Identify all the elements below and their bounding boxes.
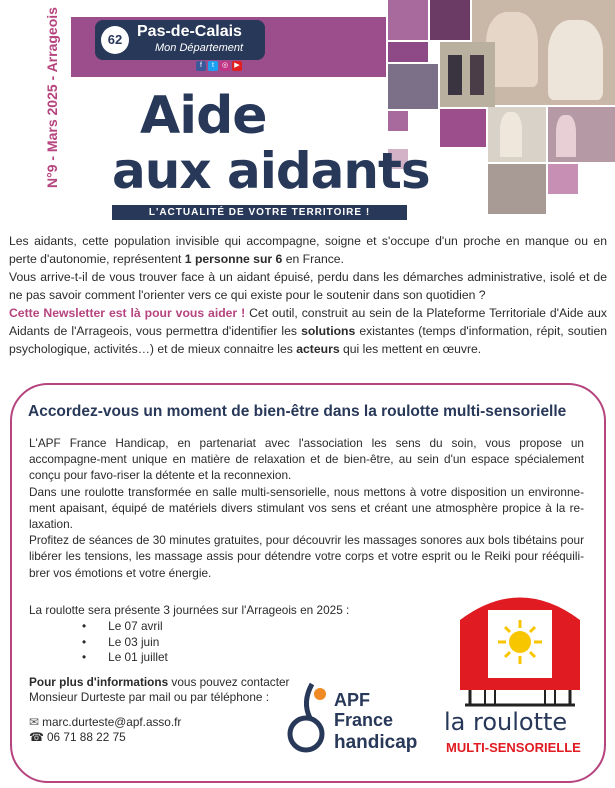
roulotte-line-1: la roulotte: [444, 708, 568, 736]
title-line-2: aux aidants: [112, 142, 430, 200]
phone-icon: ☎: [29, 730, 44, 744]
instagram-icon[interactable]: ◎: [221, 62, 229, 69]
twitter-icon[interactable]: t: [208, 61, 218, 71]
presence-text: La roulotte sera présente 3 journées sur l'Arrageois en 2025 :: [29, 603, 350, 617]
mail-icon: ✉: [29, 715, 39, 729]
youtube-icon[interactable]: ▶: [232, 61, 242, 71]
department-name: Pas-de-Calais: [137, 23, 242, 40]
date-item: • Le 01 juillet: [82, 650, 168, 666]
phone-number[interactable]: 06 71 88 22 75: [46, 730, 126, 744]
article-body: [29, 435, 584, 581]
article-paragraph-1: L'APF France Handicap, en partenariat avec l'association les sens du soin, vous propose un accompagne-ment unique en matière de relaxation et de bien-être, au sein d'un espace spécialement conçu pour favo-riser la détente et la reconnexion.: [29, 436, 584, 483]
contact-details: [29, 715, 181, 745]
roulotte-line-2: MULTI-SENSORIELLE: [446, 740, 581, 755]
department-number: 62: [101, 26, 129, 54]
intro-paragraph-2: Vous arrive-t-il de vous trouver face à un aidant épuisé, perdu dans les démarches administrative, isolé et de ne pas savoir comment l'orienter vers ce qui existe pour le soutenir dans son quotidien ?: [9, 270, 607, 302]
article-paragraph-2: Dans une roulotte transformée en salle multi-sensorielle, nous mettons à votre disposition un environne-ment apaisant, équipé de matériels divers stimulant vos sens et créant une atmosphère propice à la re-laxation.: [29, 484, 584, 532]
apf-line-1: APF: [334, 690, 370, 710]
tagline: L'ACTUALITÉ DE VOTRE TERRITOIRE !: [112, 205, 407, 220]
title-line-1: Aide: [140, 86, 267, 146]
intro-text: [9, 232, 607, 358]
social-links: [196, 61, 242, 71]
issue-label: N°9 - Mars 2025 - Arrageois: [44, 7, 60, 188]
apf-line-2: France: [334, 710, 394, 730]
date-item: • Le 03 juin: [82, 635, 168, 651]
apf-logo: [282, 672, 432, 762]
dates-list: [82, 619, 168, 666]
article-paragraph-3: Profitez de séances de 30 minutes gratuites, pour découvrir les massages sonores aux bols tibétains pour libérer les tensions, les massage assis pour détendre votre corps et votre esprit ou le Reiki pour rééquili-brer vos émotions et votre énergie.: [29, 533, 584, 580]
intro-paragraph-1: Les aidants, cette population invisible qui accompagne, soigne et s'occupe d'un proche en manque ou en perte d'autonomie, représentent 1 personne sur 6 en France.: [9, 234, 607, 266]
department-logo[interactable]: [95, 20, 265, 60]
apf-symbol-icon: [282, 672, 342, 762]
article-heading: Accordez-vous un moment de bien-être dans la roulotte multi-sensorielle: [28, 403, 567, 420]
date-item: • Le 07 avril: [82, 619, 168, 635]
roulotte-logo: [440, 580, 600, 770]
facebook-icon[interactable]: f: [196, 61, 206, 71]
contact-info: Pour plus d'informations vous pouvez contacter Monsieur Durteste par mail ou par téléphone :: [29, 675, 290, 704]
intro-paragraph-3: Cette Newsletter est là pour vous aider ! Cet outil, construit au sein de la Plateforme Territoriale d'Aide aux Aidants de l'Arrageois, vous permettra d'identifier les solutions existantes (temps d'information, répit, soutien psychologique, activités…) et de mieux connaitre les acteurs qui les mettent en œuvre.: [9, 306, 607, 356]
department-subtitle: Mon Département: [155, 42, 244, 54]
apf-line-3: handicap: [334, 732, 418, 753]
email-link[interactable]: marc.durteste@apf.asso.fr: [42, 715, 182, 729]
